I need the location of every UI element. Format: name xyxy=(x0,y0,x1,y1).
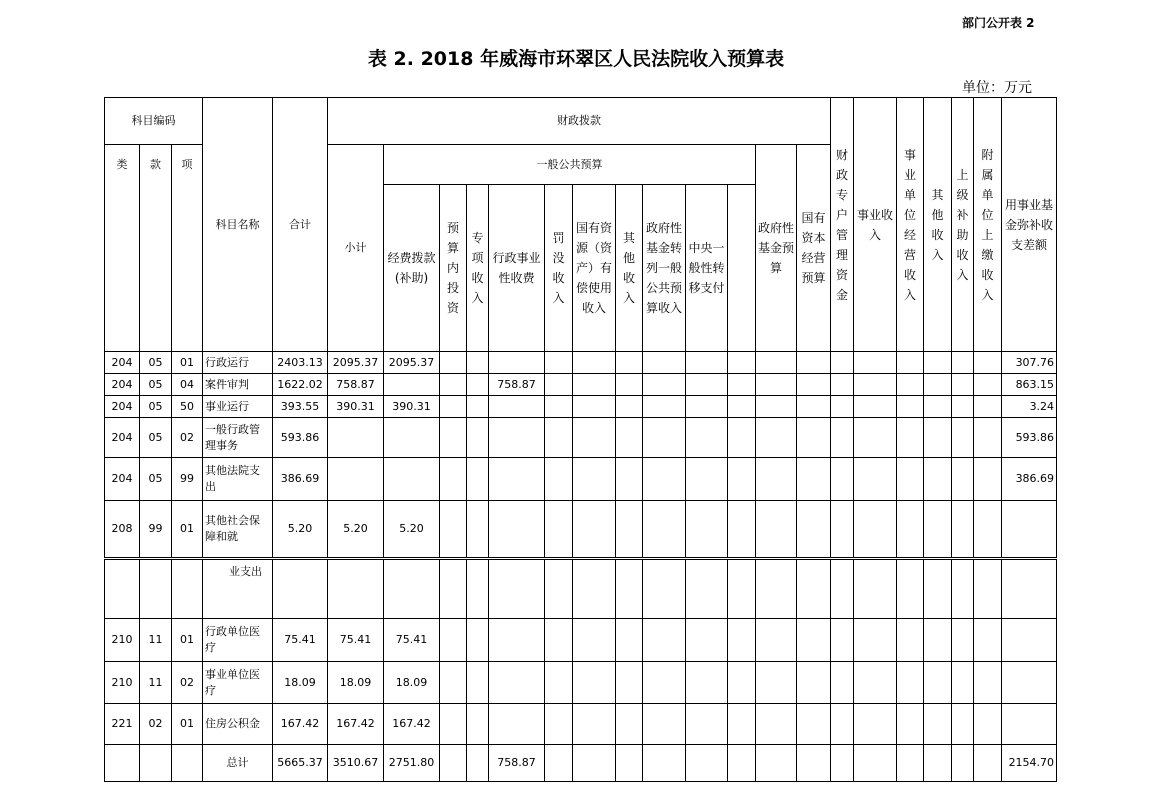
cell-snjz xyxy=(1002,619,1057,662)
cell-xiaoji: 5.20 xyxy=(328,501,384,559)
cell-total: 2403.13 xyxy=(273,352,328,374)
cell-kuan: 05 xyxy=(140,418,172,458)
cell-kuan: 05 xyxy=(140,352,172,374)
table-row xyxy=(105,662,1057,704)
cell-kuan: 11 xyxy=(140,619,172,662)
cell-jfbk: 18.09 xyxy=(384,662,440,704)
header-sysr: 事业收入 xyxy=(854,98,897,352)
header-syjj: 用事业基金弥补收支差额 xyxy=(1002,98,1057,352)
cell-lei: 208 xyxy=(105,501,140,559)
cell-total: 386.69 xyxy=(273,458,328,501)
header-total: 合计 xyxy=(273,98,328,352)
cell-xiang: 01 xyxy=(172,352,203,374)
header-zfxjjys: 政府性基金预算 xyxy=(756,145,797,352)
cell-kuan: 02 xyxy=(140,704,172,745)
cell-xzsy: 758.87 xyxy=(489,745,545,782)
cell-name: 一般行政管理事务 xyxy=(203,418,273,458)
cell-xiang: 01 xyxy=(172,501,203,559)
cell-xiang: 01 xyxy=(172,704,203,745)
cell-lei xyxy=(105,745,140,782)
cell-lei xyxy=(105,559,140,619)
cell-kuan xyxy=(140,745,172,782)
cell-xiaoji: 2095.37 xyxy=(328,352,384,374)
cell-snjz: 2154.70 xyxy=(1002,745,1057,782)
header-zfxjj-zl: 政府性基金转列一般公共预算收入 xyxy=(643,185,686,352)
cell-xiaoji: 18.09 xyxy=(328,662,384,704)
cell-xzsy xyxy=(489,662,545,704)
cell-kuan: 05 xyxy=(140,396,172,418)
header-fmsr: 罚没收入 xyxy=(545,185,573,352)
cell-lei: 204 xyxy=(105,396,140,418)
table-row xyxy=(105,501,1057,559)
table-row xyxy=(105,352,1057,374)
cell-snjz xyxy=(1002,704,1057,745)
cell-lei: 221 xyxy=(105,704,140,745)
cell-kuan: 99 xyxy=(140,501,172,559)
table-row xyxy=(105,374,1057,396)
cell-snjz xyxy=(1002,559,1057,619)
cell-xiang: 04 xyxy=(172,374,203,396)
cell-xzsy xyxy=(489,704,545,745)
cell-name: 住房公积金 xyxy=(203,704,273,745)
cell-xiang: 02 xyxy=(172,418,203,458)
cell-snjz xyxy=(1002,662,1057,704)
header-code: 科目编码 xyxy=(105,98,203,145)
header-ysntz: 预算内投资 xyxy=(440,185,467,352)
cell-name: 业支出 xyxy=(203,559,273,619)
header-jfbk: 经费拨款(补助) xyxy=(384,185,440,352)
unit-label: 单位：万元 xyxy=(962,80,1032,96)
cell-snjz: 386.69 xyxy=(1002,458,1057,501)
table-row xyxy=(105,458,1057,501)
cell-total: 5.20 xyxy=(273,501,328,559)
header-sydwjy: 事业单位经营收入 xyxy=(897,98,924,352)
header-xzsyxsf: 行政事业性收费 xyxy=(489,185,545,352)
header-qtsr2: 其他收入 xyxy=(924,98,952,352)
cell-xiang xyxy=(172,559,203,619)
cell-total: 167.42 xyxy=(273,704,328,745)
cell-lei: 204 xyxy=(105,458,140,501)
cell-name: 事业单位医疗 xyxy=(203,662,273,704)
table-row xyxy=(105,704,1057,745)
cell-snjz: 863.15 xyxy=(1002,374,1057,396)
cell-xiang: 50 xyxy=(172,396,203,418)
cell-xzsy xyxy=(489,418,545,458)
header-xiang: 项 xyxy=(172,145,203,352)
cell-jfbk: 5.20 xyxy=(384,501,440,559)
cell-name: 行政单位医疗 xyxy=(203,619,273,662)
cell-kuan: 05 xyxy=(140,458,172,501)
cell-xiaoji xyxy=(328,458,384,501)
table-row xyxy=(105,559,1057,619)
cell-snjz: 307.76 xyxy=(1002,352,1057,374)
header-name: 科目名称 xyxy=(203,98,273,352)
budget-table xyxy=(104,97,1057,782)
cell-xiang: 02 xyxy=(172,662,203,704)
header-gyzy: 国有资源（资产）有偿使用收入 xyxy=(573,185,616,352)
header-sjbz: 上级补助收入 xyxy=(952,98,974,352)
cell-lei: 204 xyxy=(105,352,140,374)
cell-xzsy xyxy=(489,352,545,374)
cell-lei: 210 xyxy=(105,619,140,662)
cell-kuan xyxy=(140,559,172,619)
cell-xiang: 99 xyxy=(172,458,203,501)
cell-xiaoji: 3510.67 xyxy=(328,745,384,782)
cell-jfbk xyxy=(384,458,440,501)
cell-name: 案件审判 xyxy=(203,374,273,396)
cell-name: 其他社会保障和就 xyxy=(203,501,273,559)
cell-xiaoji: 390.31 xyxy=(328,396,384,418)
cell-jfbk: 2095.37 xyxy=(384,352,440,374)
header-xiaoji: 小计 xyxy=(328,145,384,352)
header-lei: 类 xyxy=(105,145,140,352)
cell-kuan: 05 xyxy=(140,374,172,396)
header-qtsr1: 其他收入 xyxy=(616,185,643,352)
cell-xzsy xyxy=(489,396,545,418)
header-fsdw: 附属单位上缴收入 xyxy=(974,98,1002,352)
cell-lei: 204 xyxy=(105,374,140,396)
cell-jfbk: 75.41 xyxy=(384,619,440,662)
cell-snjz: 593.86 xyxy=(1002,418,1057,458)
cell-xiaoji xyxy=(328,418,384,458)
header-czzhgl: 财政专户管理资金 xyxy=(831,98,854,352)
cell-snjz xyxy=(1002,501,1057,559)
cell-xzsy xyxy=(489,619,545,662)
cell-jfbk: 2751.80 xyxy=(384,745,440,782)
table-row-total xyxy=(105,745,1057,782)
cell-total: 75.41 xyxy=(273,619,328,662)
cell-xiang: 01 xyxy=(172,619,203,662)
cell-lei: 204 xyxy=(105,418,140,458)
cell-xzsy xyxy=(489,501,545,559)
cell-xzsy xyxy=(489,559,545,619)
cell-name: 其他法院支出 xyxy=(203,458,273,501)
cell-xzsy: 758.87 xyxy=(489,374,545,396)
cell-name: 行政运行 xyxy=(203,352,273,374)
cell-jfbk xyxy=(384,559,440,619)
cell-xiaoji: 758.87 xyxy=(328,374,384,396)
cell-xiang xyxy=(172,745,203,782)
cell-name: 事业运行 xyxy=(203,396,273,418)
cell-jfbk xyxy=(384,418,440,458)
cell-total: 1622.02 xyxy=(273,374,328,396)
cell-xiaoji: 75.41 xyxy=(328,619,384,662)
cell-xiaoji xyxy=(328,559,384,619)
table-row xyxy=(105,619,1057,662)
cell-total: 393.55 xyxy=(273,396,328,418)
cell-jfbk xyxy=(384,374,440,396)
page-title: 表 2. 2018 年威海市环翠区人民法院收入预算表 xyxy=(367,48,785,70)
cell-total: 5665.37 xyxy=(273,745,328,782)
cell-xiaoji: 167.42 xyxy=(328,704,384,745)
header-kuan: 款 xyxy=(140,145,172,352)
cell-jfbk: 167.42 xyxy=(384,704,440,745)
header-gyzbjy: 国有资本经营预算 xyxy=(797,145,831,352)
table-row xyxy=(105,418,1057,458)
table-row xyxy=(105,396,1057,418)
cell-xzsy xyxy=(489,458,545,501)
header-ybggys: 一般公共预算 xyxy=(384,145,756,185)
cell-snjz: 3.24 xyxy=(1002,396,1057,418)
cell-total xyxy=(273,559,328,619)
cell-jfbk: 390.31 xyxy=(384,396,440,418)
table-tag: 部门公开表 2 xyxy=(962,16,1035,30)
cell-name: 总计 xyxy=(203,745,273,782)
header-zyybxzy: 中央一般性转移支付 xyxy=(686,185,728,352)
header-zxsr: 专项收入 xyxy=(467,185,489,352)
cell-total: 18.09 xyxy=(273,662,328,704)
cell-lei: 210 xyxy=(105,662,140,704)
header-czbk: 财政拨款 xyxy=(328,98,831,145)
cell-kuan: 11 xyxy=(140,662,172,704)
cell-total: 593.86 xyxy=(273,418,328,458)
